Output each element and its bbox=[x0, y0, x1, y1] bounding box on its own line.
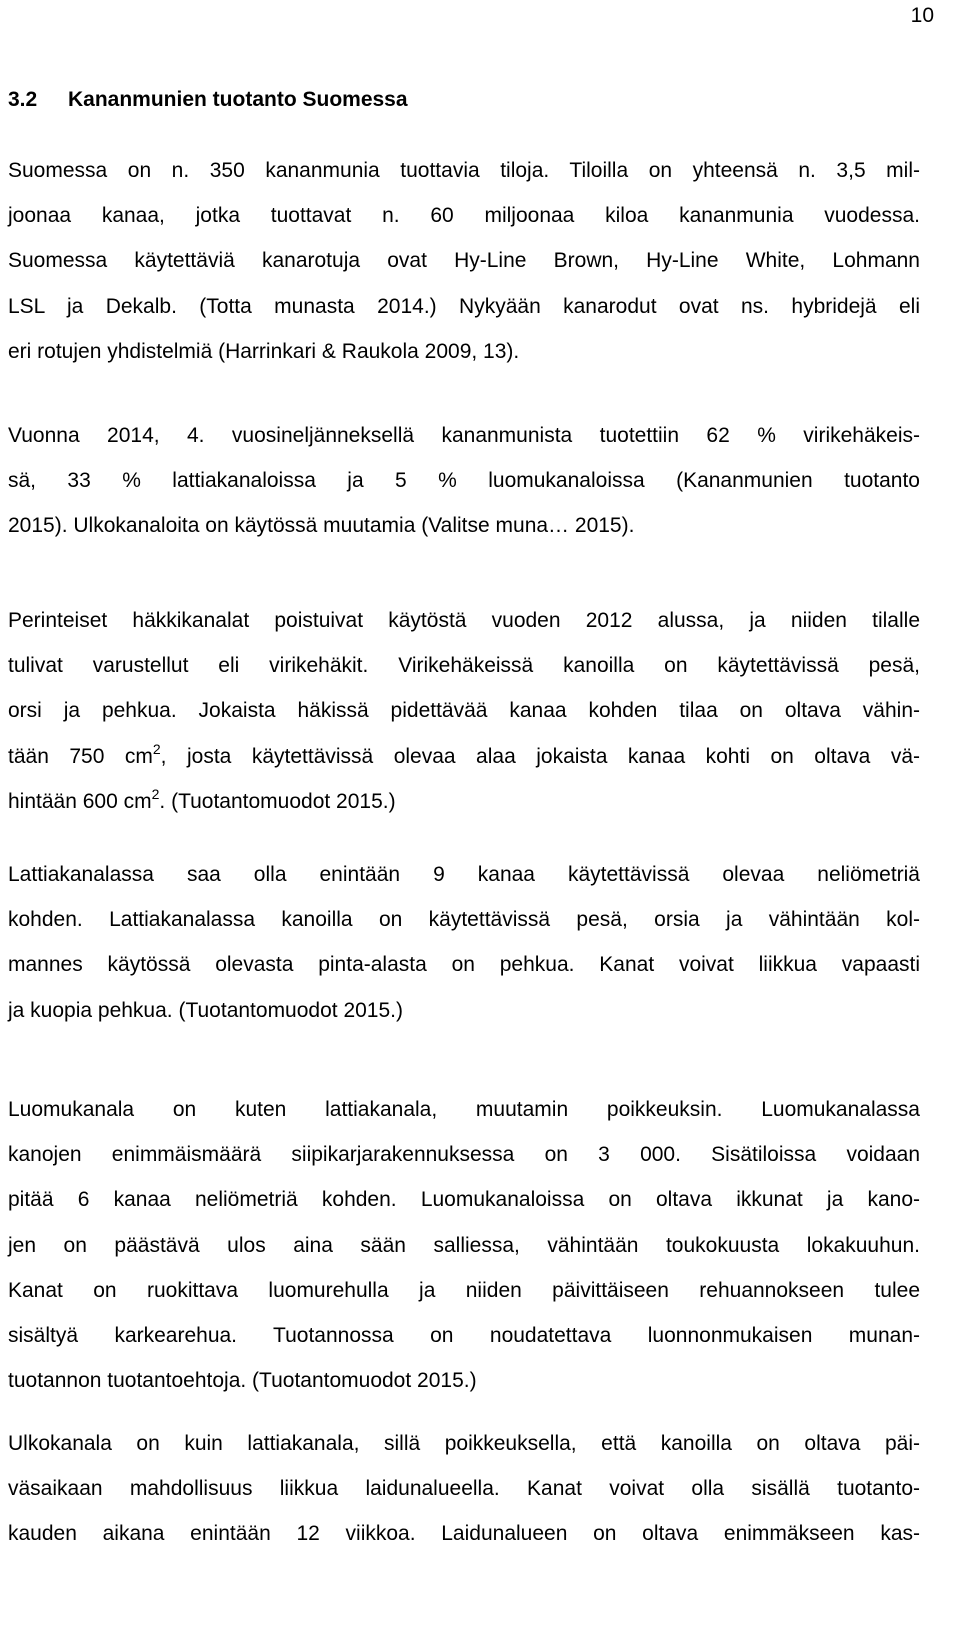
text-line: Ulkokanala on kuin lattiakanala, sillä poikkeuksella, että kanoilla on oltava päi- bbox=[8, 1432, 920, 1455]
text-line: Suomessa käytettäviä kanarotuja ovat Hy-Line Brown, Hy-Line White, Lohmann bbox=[8, 249, 920, 273]
text-line: sisältyä karkearehua. Tuotannossa on noudatettava luonnonmukaisen munan- bbox=[8, 1324, 920, 1347]
text-line: sä, 33 % lattiakanaloissa ja 5 % luomukanaloissa (Kananmunien tuotanto bbox=[8, 469, 920, 493]
text-line: ja kuopia pehkua. (Tuotantomuodot 2015.) bbox=[8, 998, 403, 1022]
text-line: Lattiakanalassa saa olla enintään 9 kanaa käytettävissä olevaa neliömetriä bbox=[8, 863, 920, 886]
text-line: tulivat varustellut eli virikehäkit. Virikehäkeissä kanoilla on käytettävissä pesä, bbox=[8, 654, 920, 678]
text-line bbox=[8, 740, 920, 770]
text-line: tuotannon tuotantoehtoja. (Tuotantomuodot 2015.) bbox=[8, 1369, 477, 1393]
text-line: Suomessa on n. 350 kananmunia tuottavia tiloja. Tiloilla on yhteensä n. 3,5 mil- bbox=[8, 159, 920, 182]
superscript: 2 bbox=[151, 785, 160, 802]
superscript: 2 bbox=[152, 740, 161, 757]
text-line: LSL ja Dekalb. (Totta munasta 2014.) Nykyään kanarodut ovat ns. hybridejä eli bbox=[8, 294, 920, 318]
text-segment: tään 750 cm bbox=[8, 744, 153, 768]
text-line: joonaa kanaa, jotka tuottavat n. 60 miljoonaa kiloa kananmunia vuodessa. bbox=[8, 204, 920, 228]
text-line: Perinteiset häkkikanalat poistuivat käytöstä vuoden 2012 alussa, ja niiden tilalle bbox=[8, 609, 920, 632]
text-line: kauden aikana enintään 12 viikkoa. Laidunalueen on oltava enimmäkseen kas- bbox=[8, 1522, 920, 1546]
section-heading bbox=[8, 88, 408, 112]
text-segment: , josta käytettävissä olevaa alaa jokaista kanaa kohti on oltava vä- bbox=[160, 744, 920, 768]
section-title: Kananmunien tuotanto Suomessa bbox=[68, 88, 408, 111]
text-line: kohden. Lattiakanalassa kanoilla on käytettävissä pesä, orsia ja vähintään kol- bbox=[8, 908, 920, 932]
text-line: mannes käytössä olevasta pinta-alasta on pehkua. Kanat voivat liikkua vapaasti bbox=[8, 953, 920, 977]
text-line: väsaikaan mahdollisuus liikkua laidunalueella. Kanat voivat olla sisällä tuotanto- bbox=[8, 1477, 920, 1501]
text-line: pitää 6 kanaa neliömetriä kohden. Luomukanaloissa on oltava ikkunat ja kano- bbox=[8, 1188, 920, 1212]
text-line: Kanat on ruokittava luomurehulla ja niiden päivittäiseen rehuannokseen tulee bbox=[8, 1278, 920, 1302]
text-line: jen on päästävä ulos aina sään salliessa, vähintään toukokuusta lokakuuhun. bbox=[8, 1233, 920, 1257]
text-segment: . (Tuotantomuodot 2015.) bbox=[159, 789, 396, 813]
section-number: 3.2 bbox=[8, 88, 38, 111]
text-line bbox=[8, 785, 920, 815]
page-number: 10 bbox=[910, 4, 934, 27]
text-segment: hintään 600 cm bbox=[8, 789, 152, 813]
text-line: kanojen enimmäismäärä siipikarjarakennuksessa on 3 000. Sisätiloissa voidaan bbox=[8, 1143, 920, 1167]
text-line: eri rotujen yhdistelmiä (Harrinkari & Raukola 2009, 13). bbox=[8, 339, 520, 363]
text-line: 2015). Ulkokanaloita on käytössä muutamia (Valitse muna… 2015). bbox=[8, 514, 635, 538]
text-line: orsi ja pehkua. Jokaista häkissä pidettävää kanaa kohden tilaa on oltava vähin- bbox=[8, 699, 920, 723]
text-line: Vuonna 2014, 4. vuosineljänneksellä kananmunista tuotettiin 62 % virikehäkeis- bbox=[8, 424, 920, 447]
text-line: Luomukanala on kuten lattiakanala, muutamin poikkeuksin. Luomukanalassa bbox=[8, 1098, 920, 1121]
